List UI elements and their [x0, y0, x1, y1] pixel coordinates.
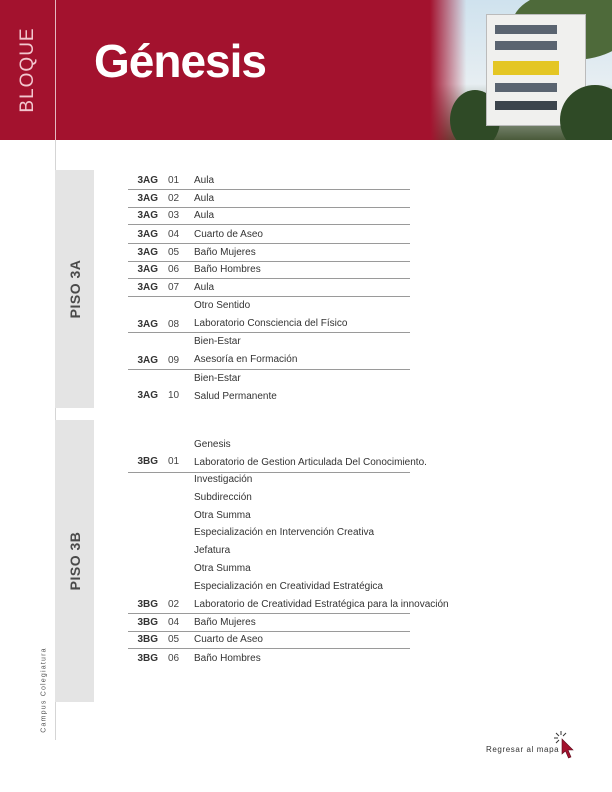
table-row: 3AG 06 Baño Hombres — [128, 264, 410, 279]
floor-tab-3b — [55, 420, 94, 702]
table-row: 3AG 09 Bien-Estar Asesoría en Formación — [128, 336, 410, 370]
campus-label: Campus Colegiatura — [40, 647, 48, 733]
table-row: 3BG 04 Baño Mujeres — [128, 617, 410, 632]
table-row: 3AG 04 Cuarto de Aseo — [128, 229, 410, 244]
table-row: 3BG 05 Cuarto de Aseo — [128, 634, 410, 649]
floor-label-3b: PISO 3B — [67, 531, 83, 591]
table-row: 3AG 10 Bien-Estar Salud Permanente — [137, 373, 277, 402]
building-photo — [430, 0, 612, 140]
table-row: 3BG 02 Investigación Subdirección Otra Summa Especialización en Intervención Creativa Jefatura Otra Summa Especialización en Creatividad Estratégica Laboratorio de Creatividad Estratégica para la innovación — [128, 474, 410, 614]
table-row: 3AG 03 Aula — [128, 210, 410, 225]
section-label-text: BLOQUE — [17, 27, 38, 113]
page-title: Génesis — [94, 35, 266, 87]
table-row: 3AG 02 Aula — [128, 193, 410, 208]
table-row: 3AG 01 Aula — [128, 175, 410, 190]
floor-label-3a: PISO 3A — [67, 259, 83, 319]
table-row: 3AG 05 Baño Mujeres — [128, 247, 410, 262]
table-row: 3AG 08 Otro Sentido Laboratorio Consciencia del Físico — [128, 300, 410, 333]
table-row: 3AG 07 Aula — [128, 282, 410, 297]
table-row: 3BG 06 Baño Hombres — [137, 653, 261, 664]
section-label — [0, 0, 56, 140]
floor-tab-3a — [55, 170, 94, 408]
table-row: 3BG 01 Genesis Laboratorio de Gestion Articulada Del Conocimiento. — [128, 439, 410, 473]
cursor-icon[interactable] — [553, 730, 575, 760]
header-banner — [0, 0, 612, 140]
back-to-map-link[interactable]: Regresar al mapa — [486, 745, 560, 754]
